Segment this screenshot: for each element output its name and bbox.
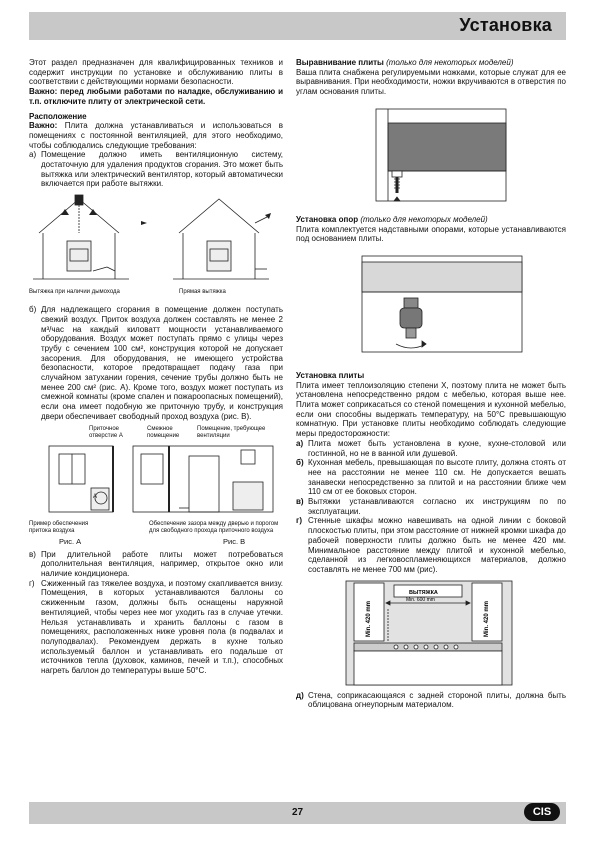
list-text: Стенные шкафы можно навешивать на одной линии с боковой плоскостью плиты, при этом расстояние от нижней кромки шкафа до рабочей поверхности плиты должно быть не менее 420 мм. Минимальное расстояние между плитой и кухонной мебелью, сделанной из легковоспламеняющихся материалов, должно составлять не менее 700 мм (рис). (308, 516, 566, 574)
ventilation-figure (29, 193, 283, 301)
leveling-heading (296, 58, 566, 68)
list-item-b (29, 305, 283, 421)
label-adjacent-room: Смежное помещение (147, 425, 180, 439)
air-supply-figure (29, 426, 283, 546)
leveling-figure (296, 101, 566, 211)
leveling-drawing (296, 101, 566, 211)
list-text: Плита может быть установлена в кухне, кухне-столовой или гостинной, но не в ванной или душевой. (308, 438, 566, 458)
list-text: Помещение должно иметь вентиляционную систему, достаточную для удаления продуктов сгорания. Это может быть вытяжка или электрический вентилятор, который автоматически включается при работе вытяжки. (41, 150, 283, 189)
min-420-left-label: Min. 420 mm (366, 600, 372, 637)
right-item-b (296, 458, 566, 497)
footer-bar (29, 802, 566, 824)
figure-caption-door-gap: Обеспечение зазора между дверью и порогом для свободного прохода приточного воздуха (149, 520, 279, 534)
hood-label: ВЫТЯЖКА (409, 589, 438, 596)
location-paragraph (29, 121, 283, 150)
leveling-title: Выравнивание плиты (296, 58, 384, 67)
page-title: Установка (459, 15, 552, 35)
supports-paragraph: Плита комплектуется надставными опорами, которые устанавливаются под основанием плиты. (296, 224, 566, 244)
page-number: 27 (291, 807, 304, 818)
supports-heading (296, 215, 566, 225)
list-text: При длительной работе плиты может потребоваться дополнительная вентиляция, например, открытое окно или наличие кондиционера. (41, 549, 283, 578)
list-marker: а) (296, 438, 304, 448)
list-item-a (29, 150, 283, 189)
intro-paragraph: Этот раздел предназначен для квалифицированных техников и содержит инструкции по установке и обслуживанию плиты в соответствии с действующими нормами безопасности. (29, 58, 283, 87)
installation-heading: Установка плиты (296, 370, 365, 380)
clearance-drawing (296, 579, 566, 687)
list-text: Сжиженный газ тяжелее воздуха, и поэтому скапливается внизу. Помещения, в которых устанавливаются баллоны со сжиженным газом, должны быть оснащены наружной вентиляцией, чтобы через нее мог уходить газ в случае утечки. Нельзя устанавливать и хранить баллоны с газом в помещениях, расположенных ниже уровня пола (в подвалах и полуподвалах). Рекомендуем держать в кухне только используемый баллон и устанавливать его подальше от источников тепла (духовок, каминов, печей и т.п.), способных нагреть баллон до температуры выше 50°C. (41, 578, 283, 676)
list-marker: в) (29, 549, 36, 559)
list-text: Для надлежащего сгорания в помещение должен поступать свежий воздух. Приток воздуха должен составлять не менее 2 м³/час на каждый киловатт мощности устанавливаемого оборудования. Воздух может поступать прямо с улицы через трубу с сечением 100 см², конструкция которой не допускает засорения. Для оборудования, не имеющего устройства безопасности, которое предотвращает подачу газа при случайном затухании горения, сечение трубы должно быть не менее 200 см² (рис. А). Кроме того, воздух может поступать из смежной комнаты (кроме спален и пожароопасных помещений), если она имеет подобную же приточную трубу, и конструкция двери обеспечивает свободный проход воздуха (рис. В). (41, 305, 283, 421)
ventilation-drawing (29, 193, 283, 291)
right-item-g (296, 516, 566, 574)
figure-caption-direct: Прямая вытяжка (179, 289, 226, 296)
left-column (29, 58, 283, 676)
label-vent-opening: Приточное отверстие А (89, 425, 123, 439)
location-text: Плита должна устанавливаться и использоваться в помещениях с постоянной вентиляцией, для этого необходимо, чтобы соблюдались следующие требования: (29, 121, 283, 150)
air-supply-drawing (29, 442, 283, 520)
right-item-d (296, 691, 566, 710)
installation-paragraph: Плита имеет теплоизоляцию степени X, поэтому плита не может быть установлена непосредственно рядом с мебелью, которая выше нее. Плита может соприкасаться со стеной помещения и кухонной мебелью, если они способны выдержать температуру, на 50°C превышающую комнатную. При установке плиты необходимо соблюдать следующие меры предосторожности: (296, 380, 566, 439)
list-marker: д) (296, 690, 304, 700)
list-item-v (29, 550, 283, 579)
min-420-right-label: Min. 420 mm (484, 600, 490, 637)
list-item-g (29, 579, 283, 676)
supports-drawing (296, 248, 566, 358)
warning-paragraph: Важно: перед любыми работами по наладке, обслуживанию и т.п. отключите плиту от электрической сети. (29, 87, 283, 106)
figure-label-a: Рис. A (59, 536, 82, 546)
list-text: Стена, соприкасающаяся с задней стороной плиты, должна быть облицована огнеупорным материалом. (308, 690, 566, 710)
region-badge: CIS (524, 803, 560, 821)
list-marker: в) (296, 497, 304, 507)
leveling-paragraph: Ваша плита снабжена регулируемыми ножками, которые служат для ее выравнивания. При необходимости, ножки вкручиваются в отверстия по углам основания плиты. (296, 67, 566, 97)
list-marker: г) (29, 578, 35, 588)
min-600-label: Min. 600 mm (406, 596, 435, 603)
header-bar (29, 12, 566, 40)
list-marker: б) (29, 305, 37, 315)
figure-label-b: Рис. B (223, 536, 246, 546)
label-room-ventilation: Помещение, требующее вентиляции (197, 425, 266, 439)
clearance-figure (296, 579, 566, 687)
location-important: Важно: (29, 121, 58, 131)
list-text: Кухонная мебель, превышающая по высоте плиту, должна стоять от нее на расстоянии не менее 110 см. Не допускается вешать занавески непосредственно за плитой и на расстоянии ближе чем 110 см от ее боковых сторон. (308, 458, 566, 497)
figure-caption-chimney: Вытяжка при наличии дымохода (29, 289, 120, 296)
supports-note: (только для некоторых моделей) (358, 214, 488, 224)
label-letter-a: А (93, 493, 98, 500)
location-heading: Расположение (29, 111, 87, 121)
list-marker: б) (296, 458, 304, 468)
supports-title: Установка опор (296, 214, 359, 224)
figure-caption-air-example: Пример обеспечения притока воздуха (29, 520, 89, 534)
right-item-v (296, 497, 566, 516)
right-column (296, 58, 566, 710)
list-marker: а) (29, 150, 37, 160)
list-marker: г) (296, 516, 302, 526)
leveling-note: (только для некоторых моделей) (383, 58, 514, 67)
right-item-a (296, 439, 566, 458)
supports-figure (296, 248, 566, 366)
list-text: Вытяжки устанавливаются согласно их инструкциям по по эксплуатации. (308, 497, 566, 516)
